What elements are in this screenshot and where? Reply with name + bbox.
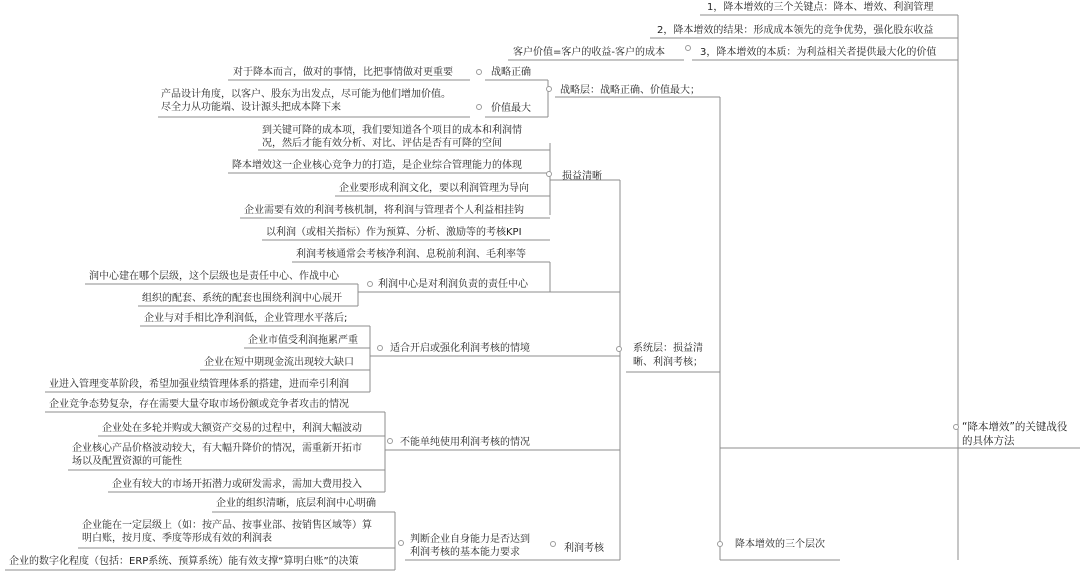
strategy-correct-node[interactable]: 战略正确: [491, 67, 531, 78]
strategy-correct-note[interactable]: 对于降本而言，做对的事情，比把事情做对更重要: [233, 67, 453, 78]
toggle-circle[interactable]: [398, 540, 404, 546]
key-point-3[interactable]: 3，降本增效的本质：为利益相关者提供最大化的价值: [700, 47, 937, 58]
pnl-item-2[interactable]: 降本增效这一企业核心竞争力的打造，是企业综合管理能力的体现: [232, 160, 522, 171]
unsuitable-item-1[interactable]: 企业竞争态势复杂，存在需要大量夺取市场份额或竞争者攻击的情况: [49, 399, 349, 410]
suitable-item-4[interactable]: 业进入管理变革阶段，希望加强业绩管理体系的搭建，进而牵引利润: [49, 379, 349, 390]
pnl-item-1a[interactable]: 到关键可降的成本项，我们要知道各个项目的成本和利润情: [262, 125, 522, 136]
toggle-circle[interactable]: [476, 104, 482, 110]
judge-node-line1[interactable]: 判断企业自身能力是否达到: [410, 534, 530, 545]
unsuitable-item-4[interactable]: 企业有较大的市场开拓潜力或研发需求，需加大费用投入: [112, 479, 362, 490]
pnl-item-4[interactable]: 企业需要有效的利润考核机制，将利润与管理者个人利益相挂钩: [244, 205, 524, 216]
root-node[interactable]: [962, 420, 1074, 448]
pnl-item-3[interactable]: 企业要形成利润文化，要以利润管理为导向: [339, 183, 529, 194]
toggle-circle[interactable]: [953, 424, 959, 430]
toggle-circle[interactable]: [387, 438, 393, 444]
value-max-node[interactable]: 价值最大: [491, 103, 531, 114]
toggle-circle[interactable]: [717, 541, 723, 547]
pnl-item-5[interactable]: 以利润（或相关指标）作为预算、分析、激励等的考核KPI: [266, 227, 522, 238]
assess-item-3[interactable]: 企业的数字化程度（包括：ERP系统、预算系统）能有效支撑“算明白账”的决策: [9, 556, 359, 567]
system-layer-line1[interactable]: 系统层：损益清: [633, 343, 703, 354]
system-layer-line2[interactable]: 晰、利润考核；: [633, 357, 703, 368]
suitable-node[interactable]: 适合开启或强化利润考核的情境: [390, 343, 530, 354]
key-point-2[interactable]: 2，降本增效的结果：形成成本领先的竞争优势，强化股东收益: [657, 25, 934, 36]
toggle-circle[interactable]: [367, 281, 373, 287]
pnl-item-1b[interactable]: 况，然后才能有效分析、对比、评估是否有可降的空间: [262, 138, 502, 149]
suitable-item-2[interactable]: 企业市值受利润拖累严重: [248, 335, 358, 346]
toggle-circle[interactable]: [616, 346, 622, 352]
strategy-layer-node[interactable]: 战略层：战略正确、价值最大；: [560, 85, 700, 96]
toggle-circle[interactable]: [685, 45, 691, 51]
profit-center-item-1[interactable]: 利润考核通常会考核净利润、息税前利润、毛利率等: [296, 249, 526, 260]
unsuitable-node[interactable]: 不能单纯使用利润考核的情况: [400, 437, 530, 448]
toggle-circle[interactable]: [550, 541, 556, 547]
assess-item-2b[interactable]: 明白账，按月度、季度等形成有效的利润表: [82, 533, 272, 544]
unsuitable-item-2[interactable]: 企业处在多轮并购或大额资产交易的过程中，利润大幅波动: [102, 423, 362, 434]
profit-center-item-3[interactable]: 组织的配套、系统的配套也围绕利润中心展开: [142, 293, 342, 304]
toggle-circle[interactable]: [476, 69, 482, 75]
unsuitable-item-3a[interactable]: 企业核心产品价格波动较大，有大幅升降价的情况，需重新开拓市: [72, 443, 362, 454]
value-max-note-2[interactable]: 尽全力从功能端、设计源头把成本降下来: [161, 102, 341, 113]
profit-assess-node[interactable]: 利润考核: [564, 543, 604, 554]
suitable-item-3[interactable]: 企业在短中期现金流出现较大缺口: [204, 357, 354, 368]
three-levels-node[interactable]: 降本增效的三个层次: [735, 539, 825, 550]
customer-value-note[interactable]: 客户价值=客户的收益-客户的成本: [513, 47, 665, 58]
toggle-circle[interactable]: [377, 345, 383, 351]
root-label: “降本增效”的关键战役的具体方法: [962, 421, 1068, 447]
suitable-item-1[interactable]: 企业与对手相比净利润低，企业管理水平落后;: [144, 313, 348, 324]
judge-node-line2[interactable]: 利润考核的基本能力要求: [410, 547, 520, 558]
profit-center-item-2[interactable]: 润中心建在哪个层级，这个层级也是责任中心、作战中心: [89, 271, 339, 282]
toggle-circle[interactable]: [546, 86, 552, 92]
unsuitable-item-3b[interactable]: 场以及配置资源的可能性: [72, 456, 182, 467]
value-max-note-1[interactable]: 产品设计角度，以客户、股东为出发点，尽可能为他们增加价值。: [161, 89, 451, 100]
assess-item-1[interactable]: 企业的组织清晰，底层利润中心明确: [216, 498, 376, 509]
key-point-1[interactable]: 1，降本增效的三个关键点：降本、增效、利润管理: [707, 2, 934, 13]
profit-center-node[interactable]: 利润中心是对利润负责的责任中心: [378, 279, 528, 290]
pnl-node[interactable]: 损益清晰: [562, 171, 602, 182]
assess-item-2a[interactable]: 企业能在一定层级上（如：按产品、按事业部、按销售区域等）算: [82, 520, 372, 531]
toggle-circle[interactable]: [546, 171, 552, 177]
